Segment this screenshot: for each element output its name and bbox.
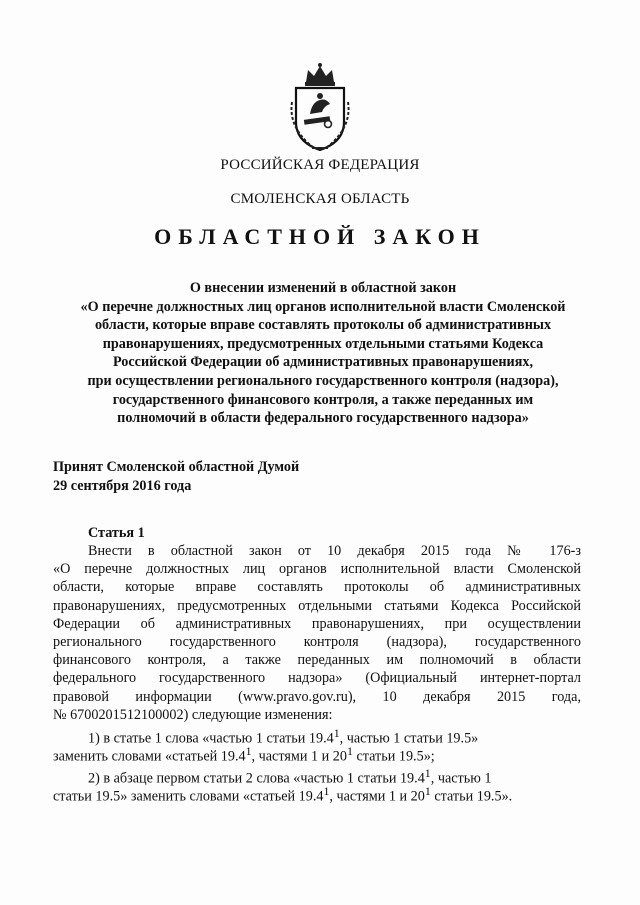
amendment-text: статьи 19.5». (430, 789, 513, 806)
law-title-line: О внесении изменений в областной закон (189, 280, 457, 296)
document-type-heading: ОБЛАСТНОЙ ЗАКОН (154, 224, 486, 249)
superscript: 1 (346, 744, 353, 759)
article-text-line: финансового контроля, а также переданных им полномочий в области (53, 652, 581, 669)
amendment-text: 1) в статье 1 слова «частью 1 статьи 19.4 (88, 730, 334, 747)
amendment-text: , частью 1 статьи 19.5» (339, 730, 479, 747)
amendment-item-2-cont (53, 782, 581, 806)
smolensk-coat-of-arms-icon (284, 62, 356, 152)
superscript: 1 (424, 784, 431, 799)
amendment-text: заменить словами «статьей 19.4 (53, 748, 246, 765)
superscript: 1 (424, 766, 431, 781)
amendment-text: , частью 1 (430, 770, 492, 787)
law-title-line: «О перечне должностных лиц органов исполнительной власти Смоленской (80, 298, 566, 315)
amendment-item-2 (53, 764, 581, 787)
law-title-line: Российской Федерации об административных правонарушениях, (112, 354, 534, 371)
article-text-line: федерального государственного надзора» (Официальный интернет-портал (53, 670, 581, 687)
law-title-line: при осуществлении регионального государственного контроля (надзора), (87, 372, 559, 389)
amendment-text: , частями 1 и 20 (329, 789, 425, 806)
article-text-line: правовой информации (www.pravo.gov.ru), 10 декабря 2015 года, (53, 688, 581, 705)
region-name: СМОЛЕНСКАЯ ОБЛАСТЬ (230, 191, 410, 207)
country-name: РОССИЙСКАЯ ФЕДЕРАЦИЯ (220, 157, 420, 173)
article-text-line: области, которые вправе составлять протоколы об административных (53, 579, 581, 596)
article-text-line: «О перечне должностных лиц органов исполнительной власти Смоленской (53, 561, 581, 578)
article-text-line: Федерации об административных правонарушениях, при осуществлении (53, 615, 581, 632)
law-title-line: области, которые вправе составлять протоколы об административных (94, 317, 552, 334)
article-text-line: регионального государственного контроля (надзора), государственного (53, 633, 581, 650)
amendment-text: статьи 19.5»; (352, 748, 435, 765)
amendment-text: 2) в абзаце первом статьи 2 слова «частью 1 статьи 19.4 (88, 770, 425, 787)
law-title-line: правонарушениях, предусмотренных отдельными статьями Кодекса (102, 335, 544, 352)
superscript: 1 (323, 784, 330, 799)
amendment-text: статьи 19.5» заменить словами «статьей 19.4 (53, 789, 324, 806)
amendment-item-1 (53, 724, 581, 747)
law-title-line: государственного финансового контроля, а также переданных им (112, 391, 534, 408)
adoption-body: Принят Смоленской областной Думой (53, 459, 300, 475)
article-body (53, 542, 581, 806)
article-text-line: правонарушениях, предусмотренных отдельными статьями Кодекса Российской (53, 597, 581, 614)
amendment-text: , частями 1 и 20 (251, 748, 347, 765)
law-title-line: полномочий в области федерального государственного надзора» (117, 410, 529, 427)
superscript: 1 (245, 744, 252, 759)
article-text-line: Внести в областной закон от 10 декабря 2015 года № 176-з (88, 543, 581, 559)
adoption-info (53, 458, 299, 496)
article-heading: Статья 1 (88, 525, 145, 541)
article-text-line: № 6700201512100002) следующие изменения: (53, 706, 333, 723)
amendment-item-1-cont (53, 742, 581, 765)
adoption-date: 29 сентября 2016 года (53, 478, 192, 494)
law-title (40, 279, 606, 428)
superscript: 1 (333, 725, 340, 740)
